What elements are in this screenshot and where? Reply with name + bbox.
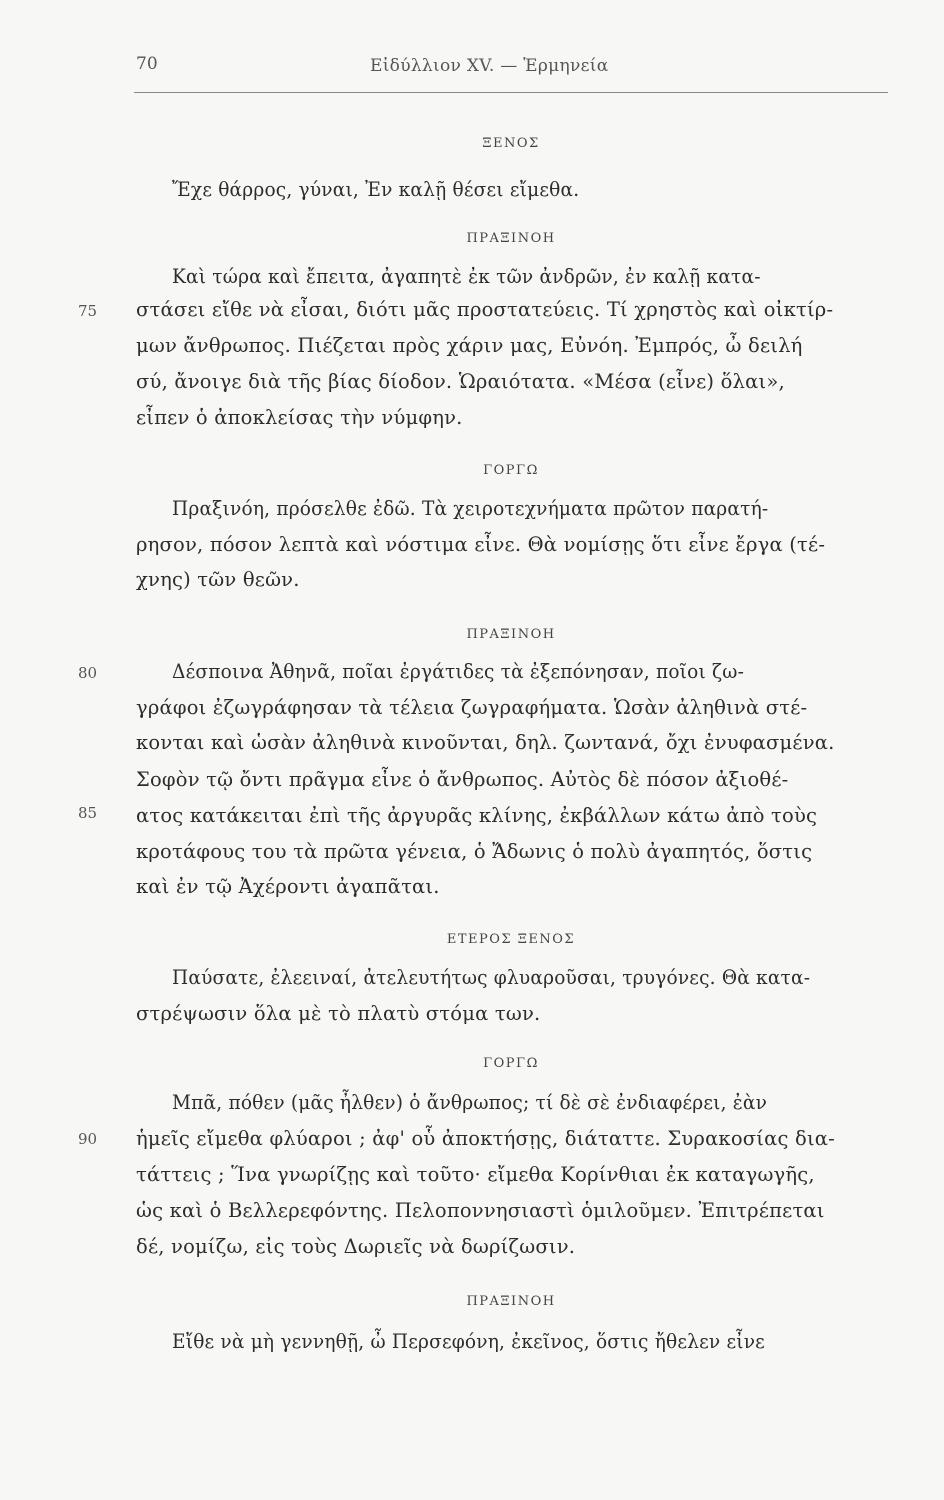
text-line: Παύσατε, ἐλεειναί, ἀτελευτήτως φλυαροῦσαι, τρυγόνες. Θὰ κατα- (172, 966, 811, 989)
speaker-heading: ΓΟΡΓΩ (483, 1056, 539, 1071)
text-line: Ἔχε θάρρος, γύναι, Ἐν καλῇ θέσει εἴμεθα. (172, 178, 580, 201)
running-title: Εἰδύλλιον XV. — Ἑρμηνεία (370, 56, 609, 76)
line-number: 90 (78, 1130, 98, 1148)
text-line: ρησον, πόσον λεπτὰ καὶ νόστιμα εἶνε. Θὰ νομίσῃς ὅτι εἶνε ἔργα (τέ- (136, 533, 826, 556)
text-line: Πραξινόη, πρόσελθε ἐδῶ. Τὰ χειροτεχνήματα πρῶτον παρατή- (172, 497, 769, 520)
text-line: στρέψωσιν ὅλα μὲ τὸ πλατὺ στόμα των. (136, 1002, 541, 1025)
text-line: μων ἄνθρωπος. Πιέζεται πρὸς χάριν μας, Εὐνόη. Ἐμπρός, ὦ δειλή (136, 334, 803, 357)
text-line: κροτάφους του τὰ πρῶτα γένεια, ὁ Ἄδωνις ὁ πολὺ ἀγαπητός, ὅστις (136, 840, 813, 863)
text-line: τάττεις ; Ἵνα γνωρίζῃς καὶ τοῦτο· εἴμεθα Κορίνθιαι ἐκ καταγωγῆς, (136, 1163, 815, 1186)
text-line: κονται καὶ ὡσὰν ἀληθινὰ κινοῦνται, δηλ. ζωντανά, ὄχι ἐνυφασμένα. (136, 731, 835, 754)
speaker-heading: ΞΕΝΟΣ (482, 136, 540, 151)
speaker-heading: ΕΤΕΡΟΣ ΞΕΝΟΣ (446, 932, 576, 947)
text-line: ὡς καὶ ὁ Βελλερεφόντης. Πελοποννησιαστὶ ὁμιλοῦμεν. Ἐπιτρέπεται (136, 1199, 825, 1222)
text-line: ἡμεῖς εἴμεθα φλύαροι ; ἀφ' οὗ ἀποκτήσῃς, διάταττε. Συρακοσίας δια- (136, 1127, 835, 1150)
text-line: εἶπεν ὁ ἀποκλείσας τὴν νύμφην. (136, 406, 463, 429)
text-line: σύ, ἄνοιγε διὰ τῆς βίας δίοδον. Ὡραιότατα. «Μέσα (εἶνε) ὅλαι», (136, 370, 785, 393)
text-line: καὶ ἐν τῷ Ἀχέροντι ἀγαπᾶται. (136, 875, 440, 898)
speaker-heading: ΓΟΡΓΩ (483, 463, 539, 478)
page-number: 70 (136, 54, 158, 74)
text-line: στάσει εἴθε νὰ εἶσαι, διότι μᾶς προστατεύεις. Τί χρηστὸς καὶ οἰκτίρ- (136, 298, 834, 321)
line-number: 75 (78, 302, 98, 320)
text-line: Εἴθε νὰ μὴ γεννηθῇ, ὦ Περσεφόνη, ἐκεῖνος, ὅστις ἤθελεν εἶνε (172, 1330, 765, 1353)
text-line: Δέσποινα Ἀθηνᾶ, ποῖαι ἐργάτιδες τὰ ἐξεπόνησαν, ποῖοι ζω- (172, 660, 745, 683)
text-line: δέ, νομίζω, εἰς τοὺς Δωριεῖς νὰ δωρίζωσιν. (136, 1235, 576, 1258)
line-number: 85 (78, 804, 98, 822)
text-line: ατος κατάκειται ἐπὶ τῆς ἀργυρᾶς κλίνης, ἐκβάλλων κάτω ἀπὸ τοὺς (136, 804, 818, 827)
line-number: 80 (78, 664, 98, 682)
speaker-heading: ΠΡΑΞΙΝΟΗ (466, 1294, 556, 1309)
speaker-heading: ΠΡΑΞΙΝΟΗ (466, 231, 556, 246)
text-line: Μπᾶ, πόθεν (μᾶς ἦλθεν) ὁ ἄνθρωπος; τί δὲ σὲ ἐνδιαφέρει, ἐὰν (172, 1091, 768, 1114)
speaker-heading: ΠΡΑΞΙΝΟΗ (466, 627, 556, 642)
text-line: Σοφὸν τῷ ὄντι πρᾶγμα εἶνε ὁ ἄνθρωπος. Αὐτὸς δὲ πόσον ἀξιοθέ- (136, 768, 789, 791)
text-line: χνης) τῶν θεῶν. (136, 568, 300, 591)
text-line: Καὶ τώρα καὶ ἔπειτα, ἀγαπητὲ ἐκ τῶν ἀνδρῶν, ἐν καλῇ κατα- (172, 265, 761, 288)
text-line: γράφοι ἐζωγράφησαν τὰ τέλεια ζωγραφήματα. Ὡσὰν ἀληθινὰ στέ- (136, 696, 808, 719)
header-rule (134, 92, 888, 93)
page-header (0, 48, 944, 88)
